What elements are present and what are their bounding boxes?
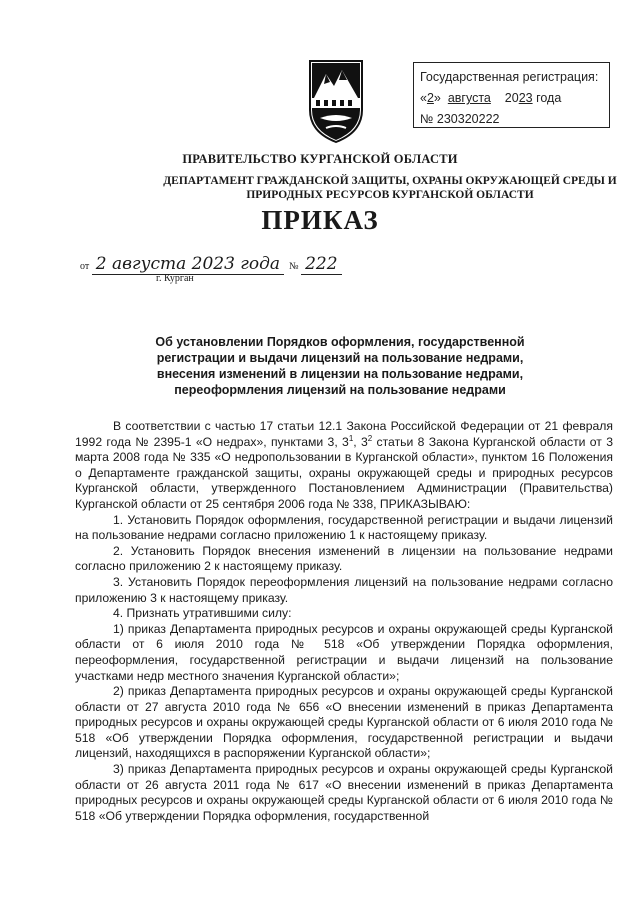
document-type-heading: ПРИКАЗ xyxy=(261,205,379,235)
clause-4: 4. Признать утратившими силу: xyxy=(113,606,292,621)
clause-4-item-1: 1) приказ Департамента природных ресурсов и охраны окружающей среды Курганской области от 6 июля 2010 года № 518 «Об утверждении Порядка оформления, переоформления, государственной регистрации и выдачи лицензий на пользование участками недр местного значения Курганской области»; xyxy=(75,621,613,683)
clause-4-item-2: 2) приказ Департамента природных ресурсов и охраны окружающей среды Курганской области от 27 августа 2010 года № 656 «О внесении изменений в приказ Департамента природных ресурсов и охраны окружающей среды Курганской области от 6 июля 2010 года № 518 «Об утверждении Порядка оформления, государственной регистрации и выдачи лицензий, находящихся в распоряжении Курганской области»; xyxy=(75,684,613,761)
registration-date: «2» августа 2023 года xyxy=(420,91,562,105)
order-number: 222 xyxy=(301,254,341,275)
state-registration-stamp xyxy=(413,62,610,128)
department-heading: ДЕПАРТАМЕНТ ГРАЖДАНСКОЙ ЗАЩИТЫ, ОХРАНЫ ОКРУЖАЮЩЕЙ СРЕДЫ И ПРИРОДНЫХ РЕСУРСОВ КУРГАНСКОЙ ОБЛАСТИ xyxy=(163,175,617,201)
registration-month: августа xyxy=(447,91,491,105)
registration-day: 2 xyxy=(426,91,434,105)
clause-4-item-3: 3) приказ Департамента природных ресурсов и охраны окружающей среды Курганской области от 26 августа 2011 года № 617 «О внесении изменений в приказ Департамента природных ресурсов и охраны окружающей среды Курганской области от 6 июля 2010 года № 518 «Об утверждении Порядка оформления, государственной xyxy=(75,762,613,823)
clause-1: 1. Установить Порядок оформления, государственной регистрации и выдачи лицензий на пользование недрами согласно приложению 1 к настоящему приказу. xyxy=(75,512,613,543)
order-title: Об установлении Порядков оформления, государственной регистрации и выдачи лицензий на пользование недрами, внесения изменений в лицензии на пользование недрами, переоформления лицензий на пользование недрами xyxy=(155,335,525,397)
preamble-paragraph: В соответствии с частью 17 статьи 12.1 Закона Российской Федерации от 21 февраля 1992 года № 2395-1 «О недрах», пунктами 3, $3^1$, $3^2$ статьи 8 Закона Курганской области от 3 марта 2008 года № 335 «О недропользовании в Курганской области», пунктом 16 Положения о Департаменте гражданской защиты, охраны окружающей среды и природных ресурсов Курганской области, утвержденного Постановлением Администрации (Правительства) Курганской области от 25 сентября 2006 года № 338, ПРИКАЗЫВАЮ: xyxy=(75,419,613,511)
clause-3: 3. Установить Порядок переоформления лицензий на пользование недрами согласно приложению 3 к настоящему приказу. xyxy=(75,574,613,605)
registration-number: № 230320222 xyxy=(420,112,500,126)
order-body xyxy=(75,419,613,824)
city-label: г. Курган xyxy=(156,273,194,284)
registration-year: 23 xyxy=(518,91,533,105)
order-date-line: от 2 августа 2023 года № 222 xyxy=(80,254,342,274)
kurgan-coat-of-arms-emblem xyxy=(306,58,366,144)
order-date: 2 августа 2023 года xyxy=(92,254,284,275)
clause-2: 2. Установить Порядок внесения изменений в лицензии на пользование недрами согласно приложению 2 к настоящему приказу. xyxy=(75,543,613,574)
government-heading: ПРАВИТЕЛЬСТВО КУРГАНСКОЙ ОБЛАСТИ xyxy=(182,152,458,166)
registration-title: Государственная регистрация: xyxy=(420,70,599,84)
